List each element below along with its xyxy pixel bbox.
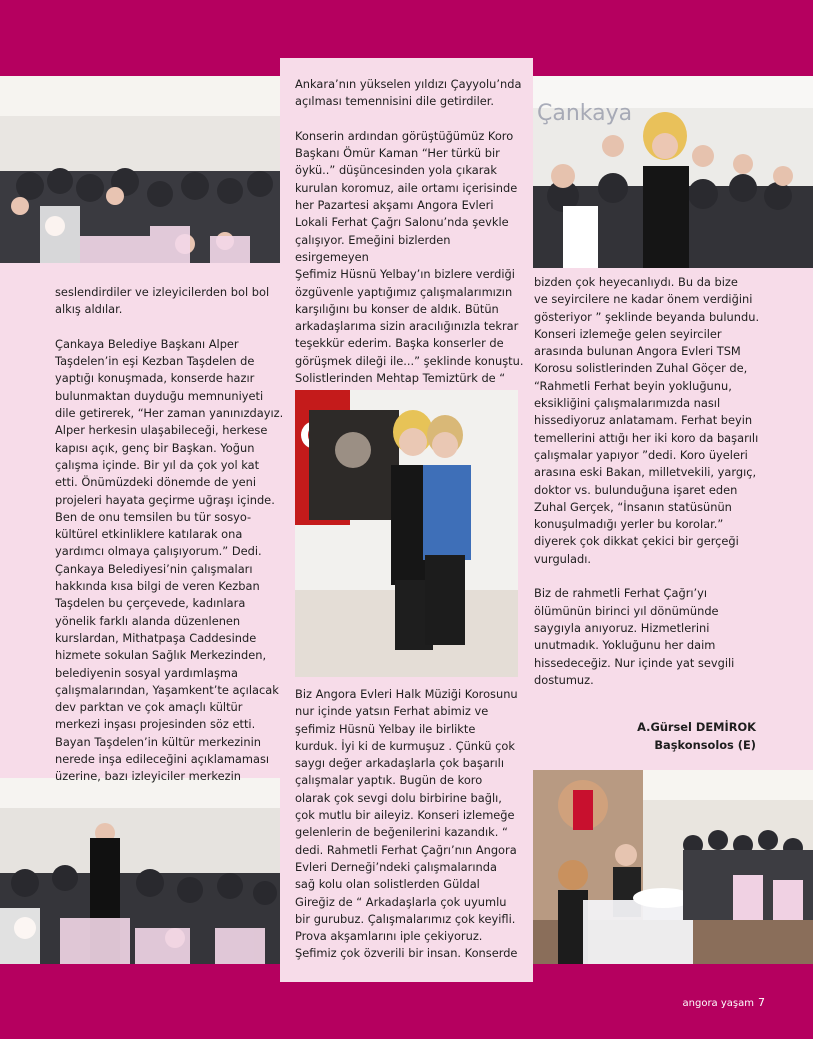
article-column-center-bottom: Biz Angora Evleri Halk Müziği Korosunu nur içinde yatsın Ferhat abimiz ve şefimiz Hüsnü Yelbay ile birlikte kurduk. İyi ki de kurmuşuz . Çünkü çok saygı değer arkadaşlarla çok başarılı çalışmalar yaptık. Bugün de koro olarak çok sevgi dolu birbirine bağlı, çok mutlu bir aileyiz. Konseri izlemeğe gelenlerin de beğenilerini kazandık. “ dedi. Rahmetli Ferhat Çağrı’nın Angora Evleri Derneği’ndeki çalışmalarında sağ kolu olan solistlerden Güldal Gireğiz de “ Arkadaşlarla çok uyumlu bir gurubuz. Çalışmalarımız çok keyifli. Prova akşamlarını iple çekiyoruz. Şefimiz çok özverili bir insan. Konserde <box>295 687 518 961</box>
svg-text:Çankaya: Çankaya <box>537 101 633 126</box>
choir-photo-bottom-left <box>0 778 280 964</box>
magazine-name: angora yaşam <box>682 998 754 1009</box>
page-footer <box>683 996 765 1009</box>
two-women-photo <box>295 390 518 677</box>
page-number: 7 <box>758 996 765 1009</box>
article-column-left: seslendirdiler ve izleyicilerden bol bol alkış aldılar. Çankaya Belediye Başkanı Alper Taşdelen’in eşi Kezban Taşdelen de yaptığı konuşmada, konserde hazır bulunmaktan duyduğu memnuniyeti dile getirerek, “Her zaman yanınızdayız. Alper herkesin ulaşabileceği, herkese kapısı açık, genç bir Başkan. Yoğun çalışma içinde. Bir yıl da çok yol kat etti. Önümüzdeki dönemde de yeni projeleri hayata geçirme uğraşı içinde. Ben de onu temsilen bu tür sosyo- kültürel etkinliklere katılarak ona yardımcı olmaya çalışıyorum.” Dedi. Çankaya Belediyesi’nin çalışmaları hakkında kısa bilgi de veren Kezban Taşdelen bu çerçevede, kadınlara yönelik farklı alanda düzenlenen kurslardan, Mithatpaşa Caddesinde hizmete sokulan Sağlık Merkezinden, belediyenin sosyal yardımlaşma çalışmalarından, Yaşamkent’te açılacak dev parktan ve çok amaçlı kültür merkezi inşası projesinden söz etti. Bayan Taşdelen’in kültür merkezinin nerede inşa edileceğini açıklamaması üzerine, bazı izleyiciler merkezin <box>55 285 284 784</box>
article-column-right: bizden çok heyecanlıydı. Bu da bize ve seyircilere ne kadar önem verdiğini gösteriyor ” şeklinde beyanda bulundu. Konseri izlemeğe gelen seyirciler arasında bulunan Angora Evleri TSM Korosu solistlerinden Zuhal Göçer de, “Rahmetli Ferhat beyin yokluğunu, eksikliğini çalışmalarımızda nasıl hissediyoruz anlatamam. Ferhat beyin temellerini attığı her iki koro da başarılı çalışmalar yapıyor ”dedi. Koro üyeleri arasına eski Bakan, milletvekili, yargıç, doktor vs. bulunduğuna işaret eden Zuhal Gerçek, “İnsanın statüsünün konuşulmadığı yerler bu korolar.” diyerek çok dikkat çekici bir gerçeği vurguladı. Biz de rahmetli Ferhat Çağrı’yı ölümünün birinci yıl dönümünde saygıyla anıyoruz. Hizmetlerini unutmadık. Yokluğunu her daim hissedeceğiz. Nur içinde yat sevgili dostumuz. <box>534 275 760 687</box>
choir-photo-top-left <box>0 76 280 263</box>
author-name: A.Gürsel DEMİROK <box>637 720 756 734</box>
article-column-center-top: Ankara’nın yükselen yıldızı Çayyolu’nda açılması temennisini dile getirdiler. Konserin ardından görüştüğümüz Koro Başkanı Ömür Kaman “Her türkü bir öykü..” düşüncesinden yola çıkarak kurulan koromuz, aile ortamı içerisinde her Pazartesi akşamı Angora Evleri Lokali Ferhat Çağrı Salonu’nda şevkle çalışıyor. Emeğini bizlerden esirgemeyen Şefimiz Hüsnü Yelbay’ın bizlere verdiği özgüvenle yaptığımız çalışmalarımızın karşılığını bu konser de aldık. Bütün arkadaşlarıma sizin aracılığınızla tekrar teşekkür ederim. Başka konserler de görüşmek dileği ile...” şeklinde konuştu. Solistlerinden Mehtap Temiztürk de “ <box>295 77 524 386</box>
author-title: Başkonsolos (E) <box>654 738 756 752</box>
soloist-photo-top-right <box>533 76 813 268</box>
hall-photo-bottom-right <box>533 770 813 964</box>
